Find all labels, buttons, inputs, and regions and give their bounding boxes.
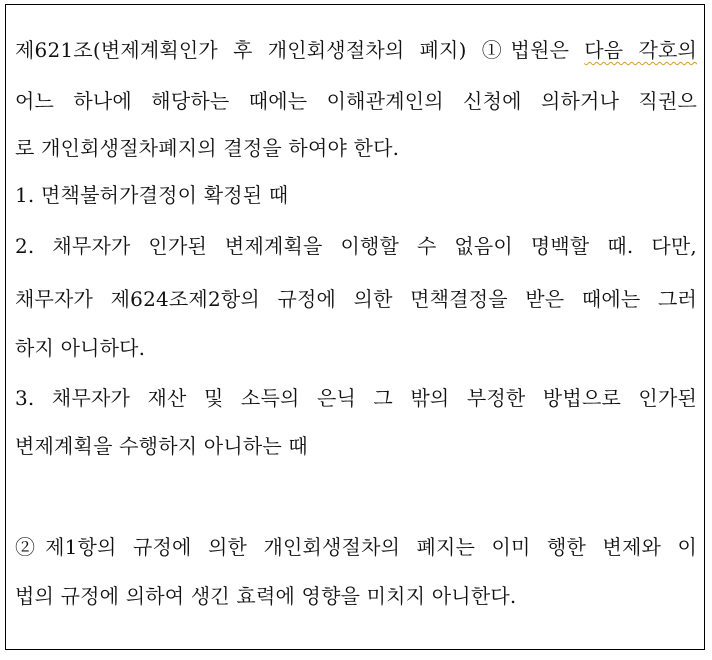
item-1-line-1: 1. 면책불허가결정이 확정된 때 bbox=[15, 183, 289, 207]
item-2-line-3: 하지 아니하다. bbox=[15, 336, 146, 360]
paragraph-1-marker: ① bbox=[481, 38, 511, 62]
paragraph-1-start: 법원은 bbox=[510, 38, 570, 62]
document-frame bbox=[5, 4, 705, 650]
spellcheck-flagged-text: 다음 각호의 bbox=[584, 38, 698, 62]
item-3-line-2: 변제계획을 수행하지 아니하는 때 bbox=[15, 434, 308, 458]
article-line-1 bbox=[15, 35, 697, 65]
paragraph-2-line-1: ②제1항의 규정에 의한 개인회생절차의 폐지는 이미 행한 변제와 이 bbox=[15, 535, 697, 559]
paragraph-2-line-2: 법의 규정에 의하여 생긴 효력에 영향을 미치지 아니한다. bbox=[15, 584, 517, 608]
item-2-line-2: 채무자가 제624조제2항의 규정에 의한 면책결정을 받은 때에는 그러 bbox=[15, 287, 697, 311]
article-line-3: 로 개인회생절차폐지의 결정을 하여야 한다. bbox=[15, 136, 400, 160]
article-heading: 제621조(변제계획인가 후 개인회생절차의 폐지) bbox=[15, 38, 467, 62]
item-2-line-1: 2. 채무자가 인가된 변제계획을 이행할 수 없음이 명백할 때. 다만, bbox=[15, 234, 697, 258]
item-3-line-1: 3. 채무자가 재산 및 소득의 은닉 그 밖의 부정한 방법으로 인가된 bbox=[15, 386, 697, 410]
article-line-2: 어느 하나에 해당하는 때에는 이해관계인의 신청에 의하거나 직권으 bbox=[15, 89, 697, 113]
